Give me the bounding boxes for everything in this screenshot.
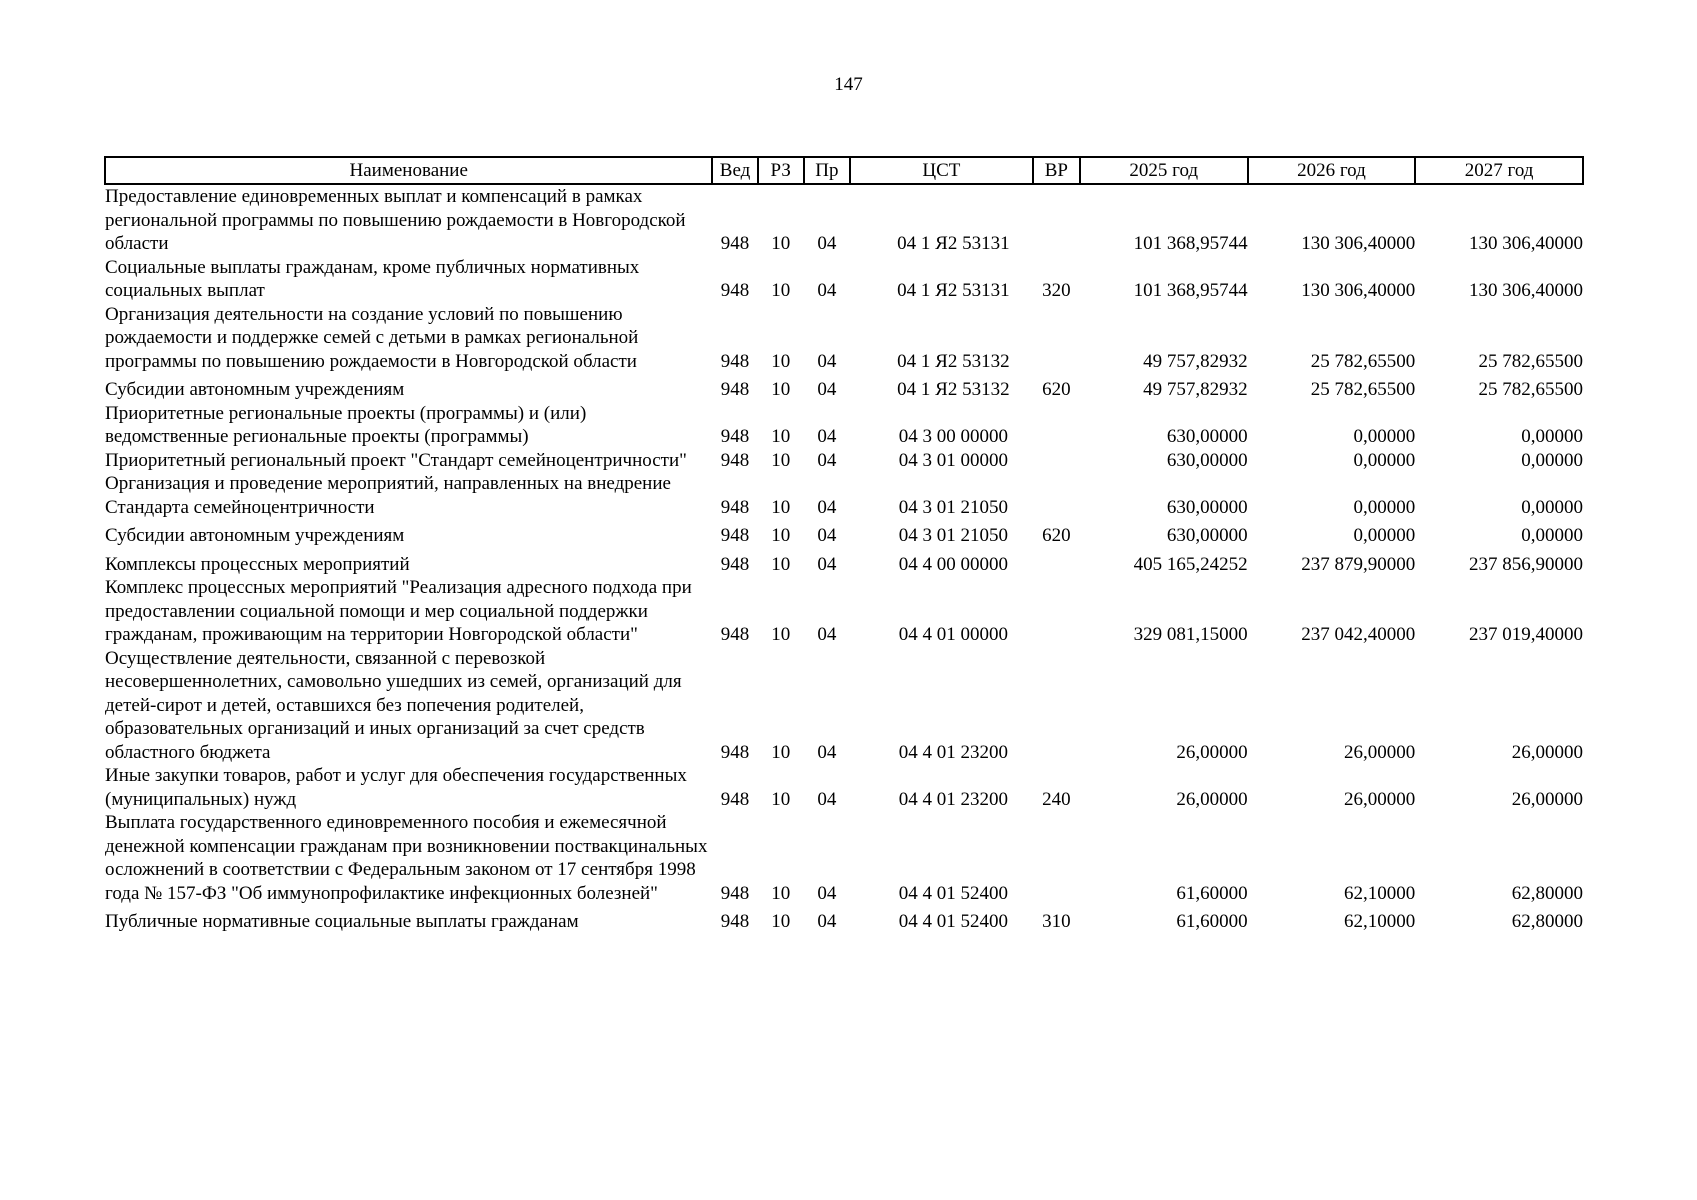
cell-name: Выплата государственного единовременного пособия и ежемесячной денежной компенсации гражданам при возникновении поствакцинальных осложнений в соответствии с Федеральным законом от 17 сентября 1998 года № 157-ФЗ "Об иммунопрофилактике инфекционных болезней"	[105, 812, 708, 904]
table-header	[105, 157, 1583, 184]
table-row	[105, 472, 1583, 519]
cell-rz: 10	[771, 426, 791, 447]
cell-cst: 04 1 Я2 53132	[897, 379, 1010, 400]
cell-vr	[1033, 303, 1080, 374]
cell-pr: 04	[817, 496, 837, 518]
cell-ved: 948	[720, 553, 750, 575]
cell-2025: 630,00000	[1166, 449, 1248, 471]
cell-vr	[1033, 647, 1080, 765]
cell-2026: 26,00000	[1344, 788, 1416, 810]
cell-cst: 04 3 01 00000	[898, 449, 1008, 471]
cell-vr: 620	[1042, 379, 1071, 400]
cell-2025: 630,00000	[1166, 525, 1248, 546]
cell-cst: 04 4 01 00000	[898, 624, 1008, 645]
cell-rz: 10	[771, 741, 791, 763]
cell-2027: 130 306,40000	[1469, 280, 1583, 301]
cell-ved: 948	[720, 882, 750, 904]
cell-cst: 04 1 Я2 53132	[897, 350, 1010, 372]
header-cst: ЦСТ	[850, 157, 1033, 184]
cell-cst: 04 4 01 52400	[898, 882, 1008, 904]
cell-2026: 0,00000	[1353, 525, 1416, 546]
cell-cst: 04 1 Я2 53131	[897, 280, 1010, 301]
table-row	[105, 303, 1583, 374]
cell-vr	[1033, 184, 1080, 256]
cell-vr	[1033, 402, 1080, 449]
cell-rz: 10	[771, 788, 791, 810]
page-number: 147	[834, 74, 863, 95]
cell-2026: 130 306,40000	[1301, 233, 1416, 254]
cell-2026: 130 306,40000	[1301, 280, 1416, 301]
cell-pr: 04	[817, 280, 837, 301]
cell-2026: 25 782,65500	[1310, 350, 1416, 372]
cell-pr: 04	[817, 624, 837, 645]
cell-2027: 0,00000	[1521, 496, 1583, 518]
table-row	[105, 256, 1583, 303]
cell-name: Приоритетные региональные проекты (программы) и (или) ведомственные региональные проекты (программы)	[105, 402, 587, 447]
cell-2026: 0,00000	[1353, 426, 1416, 447]
cell-2025: 329 081,15000	[1133, 624, 1248, 645]
cell-2027: 62,80000	[1511, 882, 1583, 904]
table-row	[105, 576, 1583, 647]
cell-pr: 04	[817, 525, 837, 546]
header-rz: РЗ	[758, 157, 804, 184]
cell-vr: 620	[1042, 525, 1071, 546]
cell-name: Осуществление деятельности, связанной с перевозкой несовершеннолетних, самовольно ушедших из семей, организаций для детей-сирот и детей, оставшихся без попечения родителей, образовательных организаций и иных организаций за счет средств областного бюджета	[105, 647, 682, 763]
cell-ved: 948	[720, 624, 750, 645]
cell-ved: 948	[720, 350, 750, 372]
table-row	[105, 184, 1583, 256]
cell-pr: 04	[817, 741, 837, 763]
cell-2026: 25 782,65500	[1310, 379, 1416, 400]
cell-pr: 04	[817, 233, 837, 254]
cell-ved: 948	[720, 911, 750, 932]
cell-name: Субсидии автономным учреждениям	[105, 379, 405, 400]
cell-2025: 61,60000	[1176, 911, 1248, 932]
cell-name: Комплексы процессных мероприятий	[105, 553, 410, 575]
cell-pr: 04	[817, 788, 837, 810]
cell-rz: 10	[771, 496, 791, 518]
cell-ved: 948	[720, 788, 750, 810]
table-row	[105, 402, 1583, 449]
cell-name: Публичные нормативные социальные выплаты гражданам	[105, 911, 579, 932]
cell-rz: 10	[771, 553, 791, 575]
header-name: Наименование	[105, 157, 712, 184]
header-vr: ВР	[1033, 157, 1080, 184]
cell-2027: 130 306,40000	[1469, 233, 1583, 254]
cell-pr: 04	[817, 350, 837, 372]
budget-table	[104, 156, 1584, 934]
cell-vr	[1033, 449, 1080, 473]
cell-pr: 04	[817, 379, 837, 400]
cell-cst: 04 4 01 23200	[898, 741, 1008, 763]
cell-rz: 10	[771, 882, 791, 904]
cell-2027: 0,00000	[1521, 525, 1583, 546]
cell-2027: 62,80000	[1511, 911, 1583, 932]
table-row	[105, 449, 1583, 473]
cell-2025: 101 368,95744	[1133, 233, 1248, 254]
header-2026: 2026 год	[1248, 157, 1416, 184]
cell-2025: 630,00000	[1166, 426, 1248, 447]
cell-vr: 320	[1042, 280, 1071, 301]
cell-rz: 10	[771, 280, 791, 301]
cell-cst: 04 4 01 23200	[898, 788, 1008, 810]
cell-cst: 04 4 00 00000	[898, 553, 1008, 575]
table-row	[105, 811, 1583, 905]
header-pr: Пр	[804, 157, 850, 184]
cell-2027: 26,00000	[1511, 788, 1583, 810]
cell-2026: 0,00000	[1353, 449, 1416, 471]
cell-2025: 101 368,95744	[1133, 280, 1248, 301]
cell-2026: 62,10000	[1344, 882, 1416, 904]
cell-rz: 10	[771, 449, 791, 471]
table-row	[105, 548, 1583, 577]
cell-2025: 26,00000	[1176, 741, 1248, 763]
cell-vr: 310	[1042, 911, 1071, 932]
table-row	[105, 373, 1583, 402]
cell-2025: 630,00000	[1166, 496, 1248, 518]
cell-name: Предоставление единовременных выплат и компенсаций в рамках региональной программы по повышению рождаемости в Новгородской области	[105, 186, 686, 254]
cell-2025: 61,60000	[1176, 882, 1248, 904]
table-row	[105, 519, 1583, 548]
cell-2027: 0,00000	[1521, 426, 1583, 447]
cell-pr: 04	[817, 553, 837, 575]
cell-ved: 948	[720, 741, 750, 763]
cell-vr: 240	[1042, 788, 1071, 810]
header-2025: 2025 год	[1080, 157, 1248, 184]
cell-name: Субсидии автономным учреждениям	[105, 525, 405, 546]
cell-2025: 26,00000	[1176, 788, 1248, 810]
cell-vr	[1033, 576, 1080, 647]
cell-2026: 62,10000	[1344, 911, 1416, 932]
cell-ved: 948	[720, 280, 750, 301]
cell-2027: 26,00000	[1511, 741, 1583, 763]
cell-cst: 04 1 Я2 53131	[897, 233, 1010, 254]
cell-ved: 948	[720, 379, 750, 400]
cell-ved: 948	[720, 233, 750, 254]
cell-rz: 10	[771, 233, 791, 254]
cell-vr	[1033, 548, 1080, 577]
table-row	[105, 764, 1583, 811]
cell-name: Приоритетный региональный проект "Стандарт семейноцентричности"	[105, 449, 687, 471]
cell-pr: 04	[817, 426, 837, 447]
cell-2025: 405 165,24252	[1133, 553, 1248, 575]
cell-2026: 0,00000	[1353, 496, 1416, 518]
cell-rz: 10	[771, 624, 791, 645]
header-ved: Вед	[712, 157, 757, 184]
cell-name: Организация и проведение мероприятий, направленных на внедрение Стандарта семейноцентричности	[105, 473, 671, 518]
cell-2027: 0,00000	[1521, 449, 1583, 471]
cell-rz: 10	[771, 379, 791, 400]
cell-rz: 10	[771, 350, 791, 372]
table-row	[105, 647, 1583, 765]
cell-2027: 237 019,40000	[1469, 624, 1583, 645]
table-row	[105, 905, 1583, 934]
cell-pr: 04	[817, 882, 837, 904]
cell-vr	[1033, 811, 1080, 905]
cell-name: Комплекс процессных мероприятий "Реализация адресного подхода при предоставлении социальной помощи и мер социальной поддержки гражданам, проживающим на территории Новгородской области"	[105, 577, 692, 645]
cell-cst: 04 3 01 21050	[898, 496, 1008, 518]
cell-pr: 04	[817, 449, 837, 471]
cell-ved: 948	[720, 525, 750, 546]
cell-2026: 237 042,40000	[1301, 624, 1416, 645]
cell-name: Социальные выплаты гражданам, кроме публичных нормативных социальных выплат	[105, 256, 640, 301]
cell-2026: 237 879,90000	[1301, 553, 1416, 575]
cell-name: Организация деятельности на создание условий по повышению рождаемости и поддержке семей с детьми в рамках региональной программы по повышению рождаемости в Новгородской области	[105, 303, 639, 372]
cell-ved: 948	[720, 449, 750, 471]
cell-2027: 25 782,65500	[1478, 379, 1583, 400]
cell-2027: 237 856,90000	[1469, 553, 1583, 575]
cell-2026: 26,00000	[1344, 741, 1416, 763]
cell-name: Иные закупки товаров, работ и услуг для обеспечения государственных (муниципальных) нужд	[105, 765, 687, 810]
header-2027: 2027 год	[1415, 157, 1583, 184]
cell-ved: 948	[720, 426, 750, 447]
cell-2027: 25 782,65500	[1478, 350, 1583, 372]
table-body	[105, 184, 1583, 934]
cell-cst: 04 3 01 21050	[898, 525, 1008, 546]
cell-rz: 10	[771, 525, 791, 546]
cell-pr: 04	[817, 911, 837, 932]
cell-vr	[1033, 472, 1080, 519]
cell-ved: 948	[720, 496, 750, 518]
cell-cst: 04 3 00 00000	[898, 426, 1008, 447]
cell-cst: 04 4 01 52400	[898, 911, 1008, 932]
cell-rz: 10	[771, 911, 791, 932]
cell-2025: 49 757,82932	[1143, 379, 1248, 400]
cell-2025: 49 757,82932	[1143, 350, 1248, 372]
